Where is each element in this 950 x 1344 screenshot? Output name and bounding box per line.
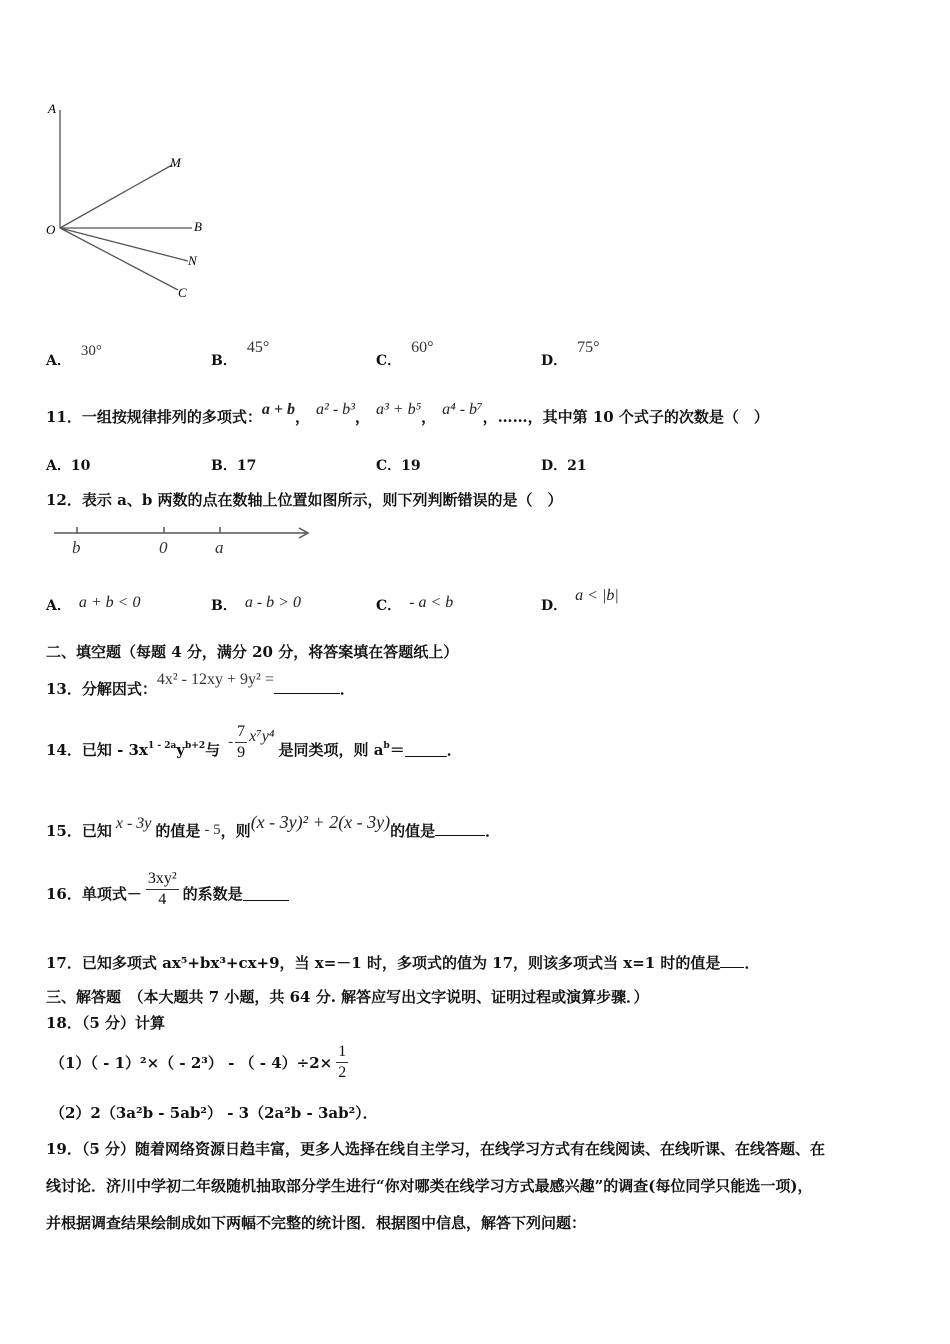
q10-option-c: [376, 337, 434, 369]
option-value: 19: [401, 458, 421, 474]
q14-equals: ＝: [389, 741, 405, 759]
q16-fraction: [146, 869, 179, 910]
question-13: [46, 668, 355, 698]
answer-blank[interactable]: [243, 886, 289, 901]
question-11: [46, 398, 769, 426]
q11-term-2: a² - b³: [316, 401, 355, 418]
option-value: 30°: [80, 343, 102, 359]
q10-option-d: [541, 337, 600, 369]
label-M: M: [170, 155, 181, 170]
q15-expression-2: (x - 3y)² + 2(x - 3y): [250, 812, 391, 832]
option-value: 45°: [246, 339, 270, 356]
answer-blank[interactable]: [720, 953, 744, 968]
option-letter: A．: [46, 353, 71, 369]
question-16: [46, 869, 289, 910]
label-O: O: [46, 222, 56, 237]
q14-exponent-2: b+2: [185, 740, 206, 751]
q17-text: 17．已知多项式 ax⁵+bx³+cx+9，当 x=－1 时，多项式的值为 17，则该多项式当 x=1 时的值是: [46, 954, 721, 972]
q13-end: ．: [339, 680, 355, 698]
q10-option-b: [211, 337, 270, 369]
label-C: C: [178, 285, 187, 300]
q15-mid: 的值是: [155, 822, 201, 840]
section-2-heading: 二、填空题（每题 4 分，满分 20 分，将答案填在答题纸上）: [46, 643, 459, 661]
question-17: [46, 952, 759, 973]
question-19-line-3: 并根据调查结果绘制成如下两幅不完整的统计图．根据图中信息，解答下列问题：: [46, 1214, 587, 1232]
q15-end: ．: [485, 822, 501, 840]
q11-option-a: [46, 455, 90, 475]
q18-denominator: 2: [338, 1064, 347, 1081]
option-letter: C．: [376, 458, 402, 474]
q16-prefix: 16．单项式－: [46, 885, 142, 903]
option-value: a - b > 0: [244, 594, 301, 611]
q17-end: ．: [744, 954, 760, 972]
option-letter: C．: [376, 353, 402, 369]
option-value: 60°: [411, 339, 434, 356]
option-value: a + b < 0: [78, 594, 141, 611]
question-12: 12．表示 a、b 两数的点在数轴上位置如图所示，则下列判断错误的是（ ）: [46, 491, 563, 509]
q16-denominator: 4: [158, 891, 167, 908]
option-value: 21: [567, 458, 587, 474]
q14-prefix: 14．已知 - 3x: [46, 741, 148, 759]
q12-option-c: [376, 592, 453, 612]
q11-term-4: a⁴ - b⁷: [442, 401, 483, 418]
q11-suffix: ，……，其中第 10 个式子的次数是（ ）: [482, 408, 769, 426]
q11-option-d: [541, 455, 587, 475]
option-letter: C．: [376, 598, 402, 614]
question-18-part-2: （2）2（3a²b - 5ab²） - 3（2a²b - 3ab²）．: [50, 1104, 378, 1122]
option-value: 75°: [577, 339, 600, 356]
q14-fraction: [235, 722, 247, 763]
q11-sep: ，: [295, 408, 311, 426]
q14-y: y: [176, 740, 186, 759]
question-15: [46, 812, 501, 840]
option-value: 17: [236, 458, 257, 474]
axis-label-b: b: [72, 538, 81, 557]
option-letter: D．: [541, 353, 568, 369]
q11-sep: ，: [354, 408, 370, 426]
q11-prefix: 11．一组按规律排列的多项式：: [46, 408, 262, 426]
q14-exponent-1: 1 - 2a: [147, 740, 177, 751]
question-19-line-2: 线讨论．济川中学初二年级随机抽取部分学生进行“你对哪类在线学习方式最感兴趣”的调查(每位同学只能选一项)，: [46, 1177, 813, 1195]
q18-fraction: [336, 1042, 348, 1083]
ray-OM: [60, 165, 172, 228]
q18-numerator: 1: [336, 1042, 348, 1063]
q14-suffix: 是同类项，则 a: [278, 741, 384, 759]
q15-prefix: 15．已知: [46, 822, 112, 840]
answer-blank[interactable]: [405, 742, 447, 757]
section-3-heading: 三、解答题 （本大题共 7 小题，共 64 分. 解答应写出文字说明、证明过程或演算步骤．）: [46, 988, 649, 1006]
question-18-title: 18．（5 分）计算: [46, 1014, 166, 1032]
q12-option-d: [541, 585, 619, 614]
ray-ON: [60, 228, 188, 261]
q13-prefix: 13．分解因式：: [46, 680, 157, 698]
q14-numerator: 7: [235, 722, 247, 743]
q11-option-c: [376, 455, 421, 475]
number-line: [50, 522, 320, 558]
axis-label-a: a: [215, 538, 224, 557]
q15-suffix: 的值是: [390, 822, 436, 840]
q13-expression: 4x² - 12xy + 9y² =: [156, 671, 274, 688]
answer-blank[interactable]: [435, 821, 485, 836]
q15-then: ，则: [220, 822, 251, 840]
q16-numerator: 3xy²: [146, 869, 179, 890]
question-19-line-1: 19．（5 分）随着网络资源日趋丰富，更多人选择在线自主学习，在线学习方式有在线阅读、在线听课、在线答题、在: [46, 1140, 826, 1158]
axis-label-zero: 0: [159, 538, 168, 557]
option-value: 10: [70, 458, 91, 474]
option-letter: B．: [211, 353, 237, 369]
q14-negative: -: [228, 734, 234, 750]
q11-sep: ，: [421, 408, 437, 426]
q14-monomial: x⁷y⁴: [249, 727, 275, 745]
q14-end: ．: [446, 741, 462, 759]
ray-OC: [60, 228, 178, 290]
question-18-part-1: [50, 1042, 348, 1083]
q14-and: 与: [205, 741, 221, 759]
label-A: A: [48, 101, 56, 116]
q15-value: - 5: [204, 822, 221, 838]
option-letter: B．: [211, 458, 237, 474]
q15-expression-1: x - 3y: [115, 815, 152, 832]
q18-part-1-expression: （1）（ - 1）²×（ - 2³） - （ - 4）÷2×: [50, 1054, 333, 1072]
q12-option-b: [211, 592, 301, 612]
q11-term-1: a + b: [261, 401, 296, 418]
q10-option-a: [46, 340, 102, 369]
option-letter: A．: [46, 598, 71, 614]
option-value: a < |b|: [575, 587, 619, 604]
label-B: B: [194, 219, 202, 234]
q14-exponent-b: b: [383, 740, 390, 751]
option-letter: D．: [541, 598, 568, 614]
option-letter: A．: [46, 458, 71, 474]
question-14: [46, 722, 462, 763]
option-letter: B．: [211, 598, 237, 614]
option-value: - a < b: [409, 594, 454, 611]
q12-option-a: [46, 592, 140, 612]
q14-denominator: 9: [237, 744, 246, 761]
label-N: N: [188, 253, 197, 268]
option-letter: D．: [541, 458, 568, 474]
answer-blank[interactable]: [274, 679, 340, 694]
q11-option-b: [211, 455, 256, 475]
q16-suffix: 的系数是: [182, 885, 243, 903]
angle-figure: [40, 95, 220, 310]
q11-term-3: a³ + b⁵: [375, 401, 422, 418]
